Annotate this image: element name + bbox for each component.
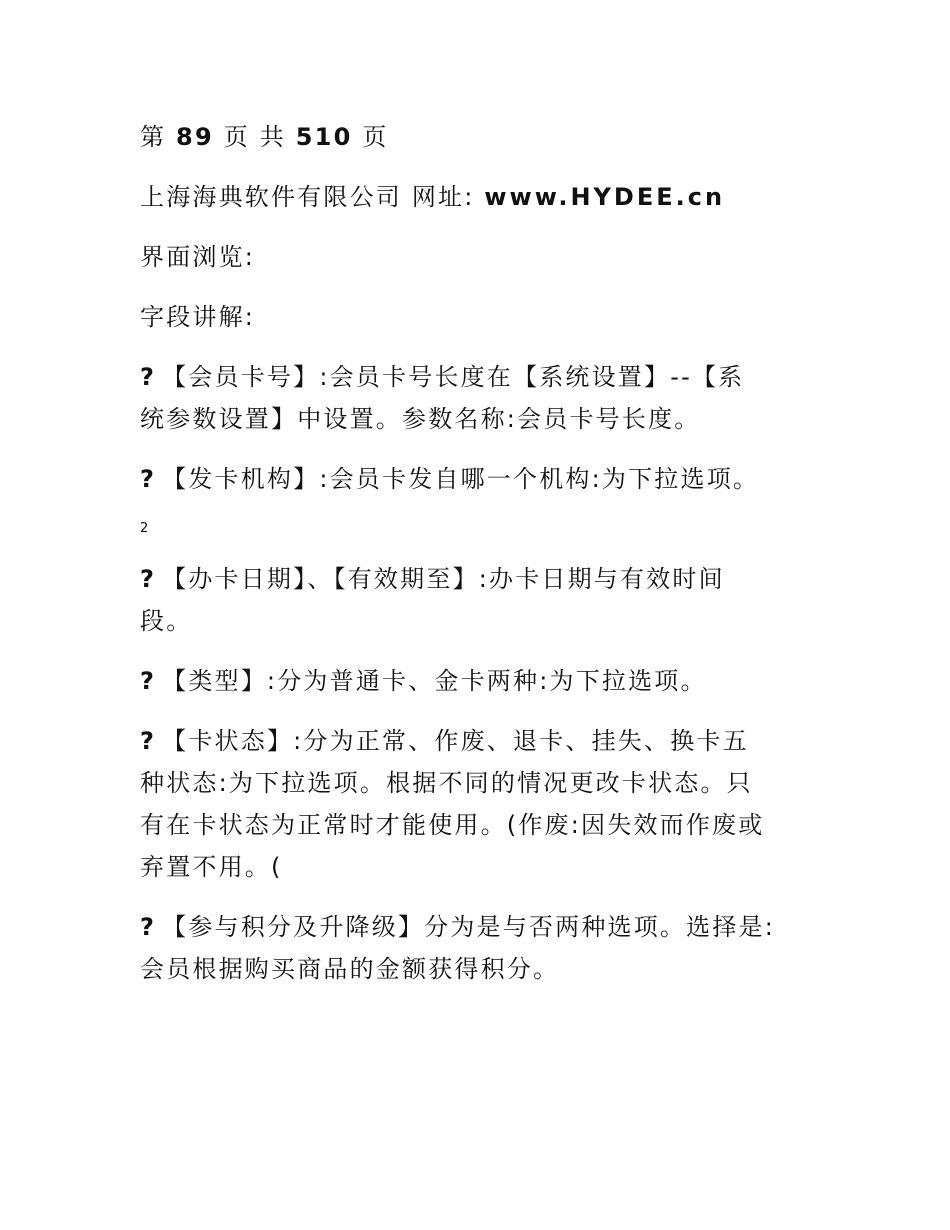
page-mid: 页 共 xyxy=(223,123,286,151)
bullet-icon: ? xyxy=(140,727,157,755)
field-item-points xyxy=(140,910,775,944)
bullet-icon: ? xyxy=(140,363,157,391)
page-number-line xyxy=(140,120,389,154)
field-item-card-status-cont-3 xyxy=(140,850,283,884)
company-url: www.HYDEE.cn xyxy=(484,183,726,211)
bullet-icon: ? xyxy=(140,667,157,695)
field-item-card-status-cont-1 xyxy=(140,766,753,800)
field-item-dates xyxy=(140,562,725,596)
bullet-icon: ? xyxy=(140,913,157,941)
company-name: 上海海典软件有限公司 网址: xyxy=(140,183,475,211)
item-text-line: 有在卡状态为正常时才能使用。(作废:因失效而作废或 xyxy=(140,811,765,839)
item-text-line: 【参与积分及升降级】分为是与否两种选项。选择是: xyxy=(162,913,776,941)
item-text-line: 种状态:为下拉选项。根据不同的情况更改卡状态。只 xyxy=(140,769,753,797)
page-number: 89 xyxy=(176,123,214,151)
field-item-points-cont xyxy=(140,952,559,986)
bullet-icon: ? xyxy=(140,465,157,493)
field-item-issuer xyxy=(140,462,759,496)
footnote-marker: 2 xyxy=(140,521,149,536)
item-text-line: 【卡状态】:分为正常、作废、退卡、挂失、换卡五 xyxy=(162,727,749,755)
item-text-line: 【办卡日期】、【有效期至】:办卡日期与有效时间 xyxy=(162,565,725,593)
field-item-dates-cont xyxy=(140,604,192,638)
page-prefix: 第 xyxy=(140,123,167,151)
field-explain-heading: 字段讲解: xyxy=(140,303,256,331)
field-item-card-number xyxy=(140,360,744,394)
field-item-card-status-cont-2 xyxy=(140,808,764,842)
item-text-line: 统参数设置】中设置。参数名称:会员卡号长度。 xyxy=(140,405,701,433)
field-item-type xyxy=(140,664,707,698)
page-total: 510 xyxy=(295,123,353,151)
bullet-icon: ? xyxy=(140,565,157,593)
item-text-line: 段。 xyxy=(140,607,193,635)
item-text-line: 会员根据购买商品的金额获得积分。 xyxy=(140,955,560,983)
page-suffix: 页 xyxy=(362,123,389,151)
field-item-card-number-cont xyxy=(140,402,700,436)
company-line xyxy=(140,180,725,214)
field-item-card-status xyxy=(140,724,749,758)
item-text-line: 【发卡机构】:会员卡发自哪一个机构:为下拉选项。 xyxy=(162,465,760,493)
ui-browse-heading: 界面浏览: xyxy=(140,243,256,271)
item-text-line: 弃置不用。( xyxy=(140,853,283,881)
item-text-line: 【会员卡号】:会员卡号长度在【系统设置】--【系 xyxy=(162,363,745,391)
item-text-line: 【类型】:分为普通卡、金卡两种:为下拉选项。 xyxy=(162,667,707,695)
